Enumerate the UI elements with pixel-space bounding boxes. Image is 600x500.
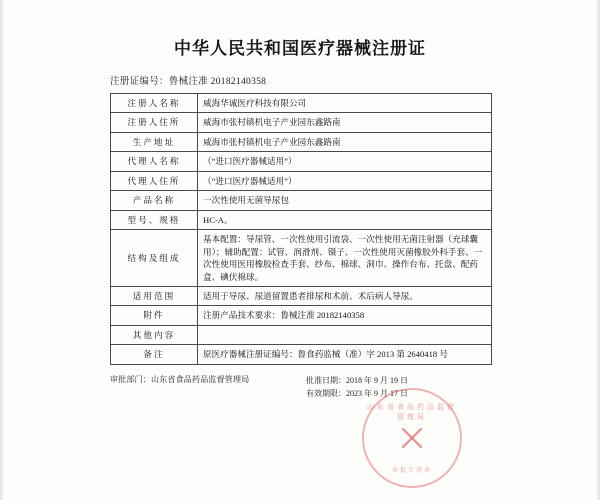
row-label: 备注 bbox=[111, 345, 198, 364]
page-edge-shadow-left bbox=[0, 0, 5, 500]
table-row bbox=[111, 171, 492, 190]
certificate-table bbox=[110, 93, 492, 365]
row-label: 代理人名称 bbox=[111, 152, 198, 171]
row-value: HC-A。 bbox=[198, 210, 492, 229]
certificate-number: 注册证编号：鲁械注准 20182140358 bbox=[110, 77, 267, 87]
table-row bbox=[111, 132, 492, 151]
table-row bbox=[111, 306, 492, 325]
table-row bbox=[111, 286, 492, 305]
row-label: 适用范围 bbox=[111, 286, 198, 305]
row-label: 注册人名称 bbox=[111, 94, 198, 113]
seal-top-text: 山东省食品药品监督管理局 bbox=[367, 403, 457, 421]
row-value: 原医疗器械注册证编号：鲁食药监械（准）字 2013 第 2640418 号 bbox=[198, 345, 492, 364]
row-value: 注册产品技术要求：鲁械注准 20182140358 bbox=[198, 306, 492, 325]
row-value: 威海市张村镇机电子产业园东鑫路南 bbox=[198, 113, 492, 132]
row-value: 威海华诚医疗科技有限公司 bbox=[198, 94, 492, 113]
table-row bbox=[111, 152, 492, 171]
official-seal-icon bbox=[362, 388, 462, 488]
row-label: 代理人住所 bbox=[111, 171, 198, 190]
valid-until-date: 有效期限：2023 年 9 月 17 日 bbox=[306, 388, 408, 398]
row-value: 基本配置：导尿管、一次性使用引流袋、一次性使用无菌注射器（充球囊用）；辅助配置：试管、润滑剂、镊子、一次性使用灭菌橡胶外科手套、一次性使用医用橡胶检查手套、纱布、棉球、洞巾、操作台布、托盘、配药盒、碘伏棉球。 bbox=[198, 230, 492, 287]
row-label: 型号、规格 bbox=[111, 210, 198, 229]
row-label: 附件 bbox=[111, 306, 198, 325]
footer-dates bbox=[306, 374, 408, 400]
row-label: 结构及组成 bbox=[111, 230, 198, 287]
row-value bbox=[198, 325, 492, 344]
row-value: （“进口医疗器械适用”） bbox=[198, 171, 492, 190]
table-row bbox=[111, 230, 492, 287]
table-row bbox=[111, 210, 492, 229]
row-value: 适用于导尿、尿道留置患者排尿和术前、术后病人导尿。 bbox=[198, 286, 492, 305]
row-value: 威海市张村镇机电子产业园东鑫路南 bbox=[198, 132, 492, 151]
row-label: 生产地址 bbox=[111, 132, 198, 151]
row-label: 其他内容 bbox=[111, 325, 198, 344]
table-row bbox=[111, 113, 492, 132]
row-label: 注册人住所 bbox=[111, 113, 198, 132]
table-row bbox=[111, 325, 492, 344]
seal-text-ring bbox=[364, 390, 460, 486]
seal-bottom-text: 审批专用章 bbox=[391, 468, 432, 474]
row-value: 一次性使用无菌导尿包 bbox=[198, 191, 492, 210]
row-label: 产品名称 bbox=[111, 191, 198, 210]
page-title: 中华人民共和国医疗器械注册证 bbox=[174, 39, 426, 58]
page-edge-shadow-right bbox=[595, 0, 600, 500]
row-value: （“进口医疗器械适用”） bbox=[198, 152, 492, 171]
table-row bbox=[111, 191, 492, 210]
approving-authority: 审批部门：山东省食品药品监督管理局 bbox=[110, 374, 250, 384]
table-row bbox=[111, 345, 492, 364]
issue-date: 批准日期：2018 年 9 月 19 日 bbox=[306, 375, 408, 385]
table-row bbox=[111, 94, 492, 113]
